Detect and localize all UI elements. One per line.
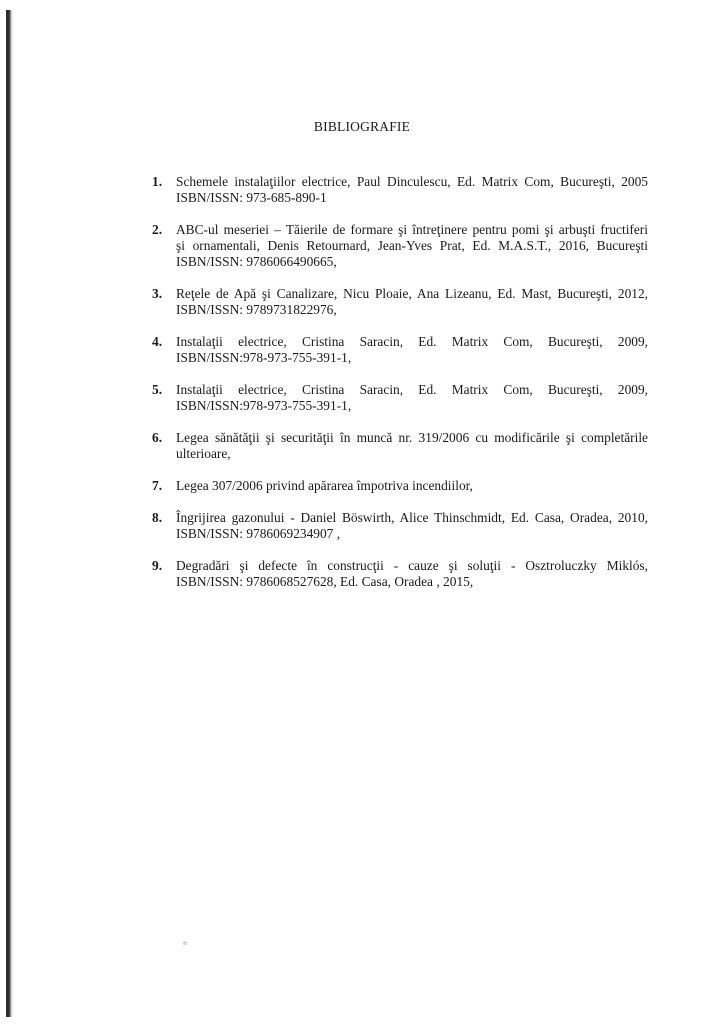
bibliography-entry-5	[152, 382, 648, 414]
entry-number: 7.	[152, 478, 163, 493]
entry-line: ISBN/ISSN: 9786068527628, Ed. Casa, Oradea , 2015,	[176, 574, 474, 589]
entry-line: Legea 307/2006 privind apărarea împotriva incendiilor,	[176, 478, 473, 493]
entry-line: Degradări şi defecte în construcţii - cauze şi soluţii - Osztroluczky Miklós,	[176, 558, 648, 573]
bibliography-entry-1	[152, 174, 648, 206]
entry-line: Reţele de Apă şi Canalizare, Nicu Ploaie, Ana Lizeanu, Ed. Mast, Bucureşti, 2012,	[176, 286, 648, 301]
bibliography-entry-8	[152, 510, 648, 542]
entry-number: 8.	[152, 510, 163, 525]
entry-line: Instalaţii electrice, Cristina Saracin, Ed. Matrix Com, Bucureşti, 2009,	[176, 334, 648, 349]
entry-line: Instalaţii electrice, Cristina Saracin, Ed. Matrix Com, Bucureşti, 2009,	[176, 382, 648, 397]
entry-number: 5.	[152, 382, 163, 397]
scan-edge-shadow	[11, 10, 14, 1017]
entry-number: 3.	[152, 286, 163, 301]
bibliography-entry-3	[152, 286, 648, 318]
bibliography-entry-9	[152, 558, 648, 590]
entry-number: 9.	[152, 558, 163, 573]
entry-line: Îngrijirea gazonului - Daniel Böswirth, Alice Thinschmidt, Ed. Casa, Oradea, 2010,	[176, 510, 648, 525]
entry-line: ISBN/ISSN: 9786066490665,	[176, 254, 337, 269]
entry-line: ISBN/ISSN: 9786069234907 ,	[176, 526, 341, 541]
entry-line: ISBN/ISSN:978-973-755-391-1,	[176, 398, 352, 413]
bibliography-entry-7	[152, 478, 648, 494]
entry-line: ABC-ul meseriei – Tăierile de formare şi întreţinere pentru pomi şi arbuşti fructiferi	[176, 222, 648, 237]
bibliography-entry-6	[152, 430, 648, 462]
bibliography-entry-2	[152, 222, 648, 270]
bibliography-entry-4	[152, 334, 648, 366]
entry-number: 4.	[152, 334, 163, 349]
entry-line: ISBN/ISSN: 973-685-890-1	[176, 190, 327, 205]
entry-number: 1.	[152, 174, 163, 189]
entry-number: 6.	[152, 430, 163, 445]
scan-speck	[183, 941, 187, 945]
entry-line: ISBN/ISSN: 9789731822976,	[176, 302, 337, 317]
page-title: BIBLIOGRAFIE	[313, 119, 411, 134]
entry-number: 2.	[152, 222, 163, 237]
entry-line: ISBN/ISSN:978-973-755-391-1,	[176, 350, 352, 365]
entry-line: Schemele instalaţiilor electrice, Paul Dinculescu, Ed. Matrix Com, Bucureşti, 2005	[176, 174, 648, 189]
entry-line: Legea sănătăţii şi securităţii în muncă nr. 319/2006 cu modificările şi completările	[176, 430, 648, 445]
entry-line: şi ornamentali, Denis Retournard, Jean-Yves Prat, Ed. M.A.S.T., 2016, Bucureşti	[176, 238, 648, 253]
entry-line: ulterioare,	[176, 446, 231, 461]
